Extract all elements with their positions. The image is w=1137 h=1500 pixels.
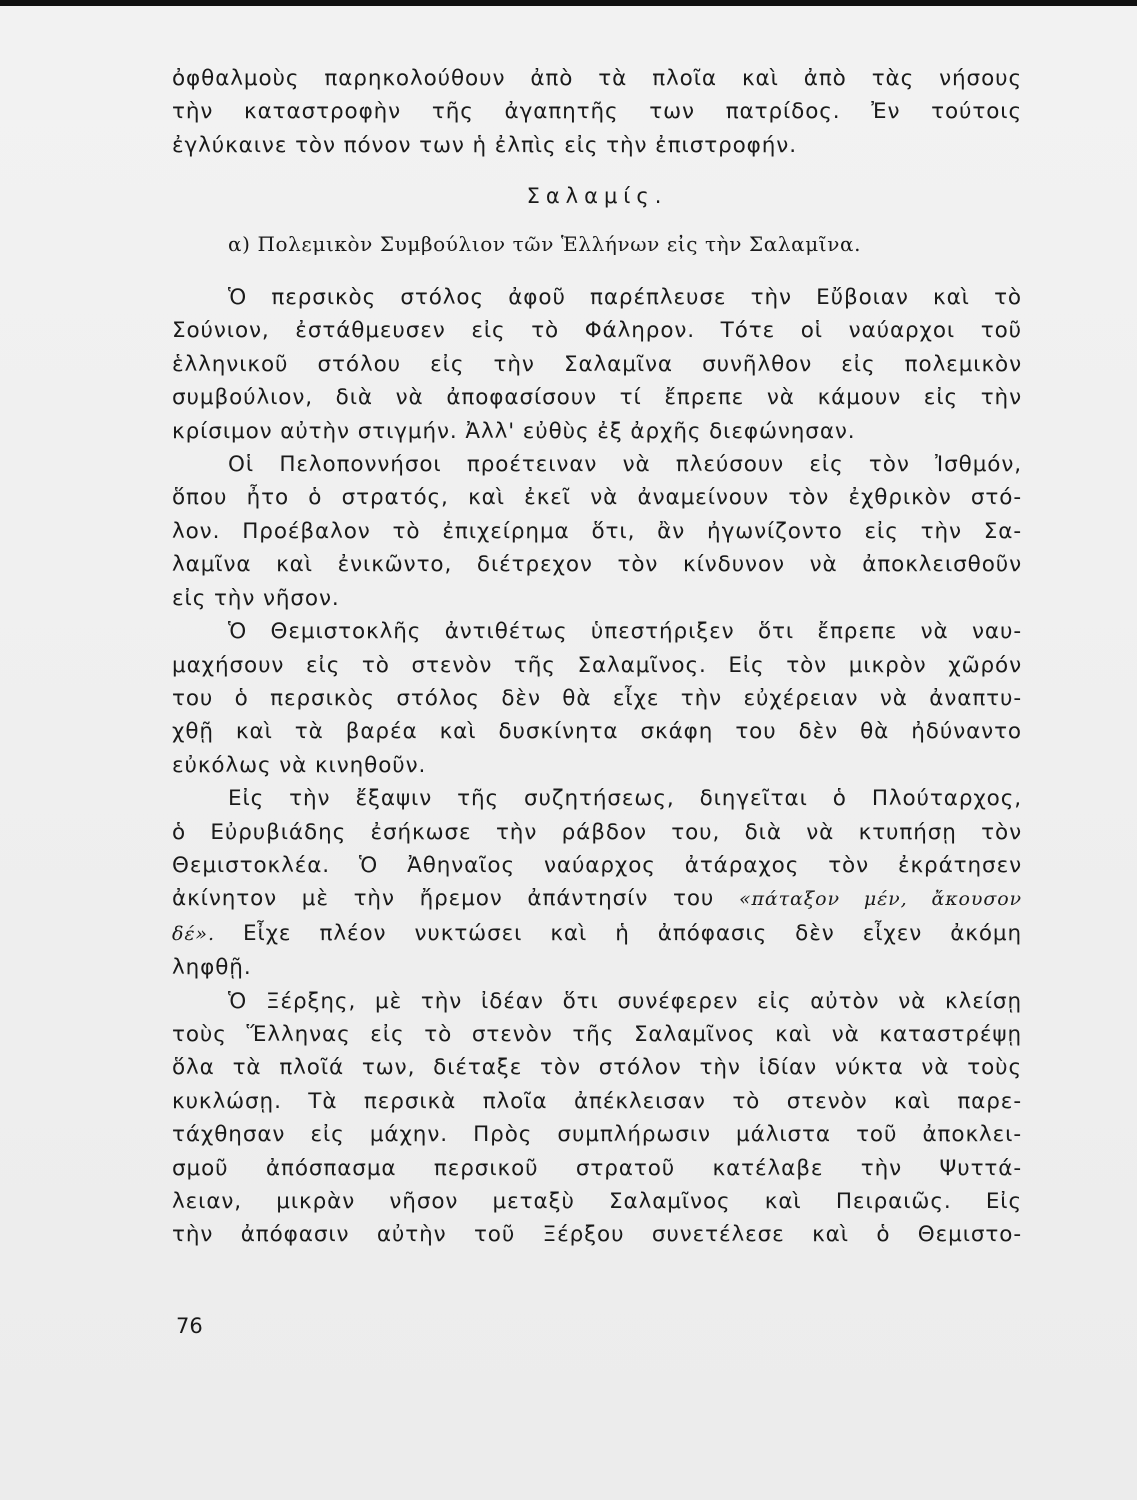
text-line: Ὁ Θεμιστοκλῆς ἀντιθέτως ὑπεστήριξεν ὅτι ἔπρεπε νὰ ναυ- (228, 619, 1022, 645)
text-line: εἰς τὴν νῆσον. (172, 585, 340, 611)
text-line: τάχθησαν εἰς μάχην. Πρὸς συμπλήρωσιν μάλιστα τοῦ ἀποκλει- (172, 1122, 1022, 1148)
text-line: ὅπου ἦτο ὁ στρατός, καὶ ἐκεῖ νὰ ἀναμείνουν τὸν ἐχθρικὸν στό- (172, 485, 1022, 511)
subsection-title: α) Πολεμικὸν Συμβούλιον τῶν Ἑλλήνων εἰς τὴν Σαλαμῖνα. (228, 231, 862, 256)
text-line: ὁ Εὐρυβιάδης ἐσήκωσε τὴν ράβδον του, διὰ νὰ κτυπήσῃ τὸν (172, 819, 1022, 845)
page-number: 76 (176, 1314, 203, 1338)
text-line (172, 917, 1022, 951)
text-line: ἑλληνικοῦ στόλου εἰς τὴν Σαλαμῖνα συνῆλθον εἰς πολεμικὸν (172, 351, 1022, 377)
text-line: του ὁ περσικὸς στόλος δὲν θὰ εἶχε τὴν εὐχέρειαν νὰ ἀναπτυ- (172, 685, 1022, 711)
text-line: σμοῦ ἀπόσπασμα περσικοῦ στρατοῦ κατέλαβε τὴν Ψυττά- (172, 1155, 1022, 1181)
text-line: Σούνιον, ἐστάθμευσεν εἰς τὸ Φάληρον. Τότε οἱ ναύαρχοι τοῦ (172, 318, 1022, 344)
text-line: εὐκόλως νὰ κινηθοῦν. (172, 752, 427, 778)
text-line: Εἰς τὴν ἔξαψιν τῆς συζητήσεως, διηγεῖται ὁ Πλούταρχος, (228, 786, 1022, 812)
text-fragment: ἀκίνητον μὲ τὴν ἤρεμον ἀπάντησίν του (172, 886, 715, 912)
text-line: ὀφθαλμοὺς παρηκολούθουν ἀπὸ τὰ πλοῖα καὶ ἀπὸ τὰς νήσους (172, 66, 1022, 91)
text-line: Οἱ Πελοποννήσοι προέτειναν νὰ πλεύσουν εἰς τὸν Ἰσθμόν, (228, 452, 1022, 478)
text-line: τοὺς Ἕλληνας εἰς τὸ στενὸν τῆς Σαλαμῖνος καὶ νὰ καταστρέψῃ (172, 1021, 1022, 1047)
text-line: Ὁ περσικὸς στόλος ἀφοῦ παρέπλευσε τὴν Εὔβοιαν καὶ τὸ (228, 285, 1022, 311)
text-line: ἐγλύκαινε τὸν πόνον των ἡ ἐλπὶς εἰς τὴν ἐπιστροφήν. (172, 132, 797, 158)
text-line: λαμῖνα καὶ ἐνικῶντο, διέτρεχον τὸν κίνδυνον νὰ ἀποκλεισθοῦν (172, 552, 1022, 578)
text-line: συμβούλιον, διὰ νὰ ἀποφασίσουν τί ἔπρεπε νὰ κάμουν εἰς τὴν (172, 385, 1022, 411)
text-fragment: Εἶχε πλέον νυκτώσει καὶ ἡ ἀπόφασις δὲν εἶχεν ἀκόμη (242, 920, 1022, 946)
scan-edge (0, 0, 1137, 6)
text-line: Ὁ Ξέρξης, μὲ τὴν ἰδέαν ὅτι συνέφερεν εἰς αὐτὸν νὰ κλείσῃ (228, 988, 1022, 1014)
text-line: λειαν, μικρὰν νῆσον μεταξὺ Σαλαμῖνος καὶ Πειραιῶς. Εἰς (172, 1189, 1022, 1214)
text-line: ληφθῇ. (172, 955, 252, 981)
text-line: τὴν ἀπόφασιν αὐτὴν τοῦ Ξέρξου συνετέλεσε καὶ ὁ Θεμιστο- (172, 1222, 1022, 1248)
quote-fragment: «πάταξον μέν, ἄκουσον (738, 888, 1023, 911)
text-line: μαχήσουν εἰς τὸ στενὸν τῆς Σαλαμῖνος. Εἰς τὸν μικρὸν χῶρόν (172, 652, 1022, 678)
text-line: χθῇ καὶ τὰ βαρέα καὶ δυσκίνητα σκάφη του δὲν θὰ ἠδύναντο (172, 719, 1022, 745)
text-line: κρίσιμον αὐτὴν στιγμήν. Ἀλλ' εὐθὺς ἐξ ἀρχῆς διεφώνησαν. (172, 418, 856, 444)
text-line: κυκλώσῃ. Τὰ περσικὰ πλοῖα ἀπέκλεισαν τὸ στενὸν καὶ παρε- (172, 1088, 1022, 1114)
text-line: Θεμιστοκλέα. Ὁ Ἀθηναῖος ναύαρχος ἀτάραχος τὸν ἐκράτησεν (172, 852, 1022, 878)
quote-fragment: δέ». (172, 922, 215, 945)
text-line (172, 882, 1022, 916)
text-line: λον. Προέβαλον τὸ ἐπιχείρημα ὅτι, ἂν ἠγωνίζοντο εἰς τὴν Σα- (172, 518, 1022, 544)
section-title: Σαλαμίς. (526, 184, 668, 209)
text-line: τὴν καταστροφὴν τῆς ἀγαπητῆς των πατρίδος. Ἐν τούτοις (172, 99, 1022, 125)
text-line: ὅλα τὰ πλοῖά των, διέταξε τὸν στόλον τὴν ἰδίαν νύκτα νὰ τοὺς (172, 1055, 1022, 1081)
page-body (172, 62, 1022, 1252)
